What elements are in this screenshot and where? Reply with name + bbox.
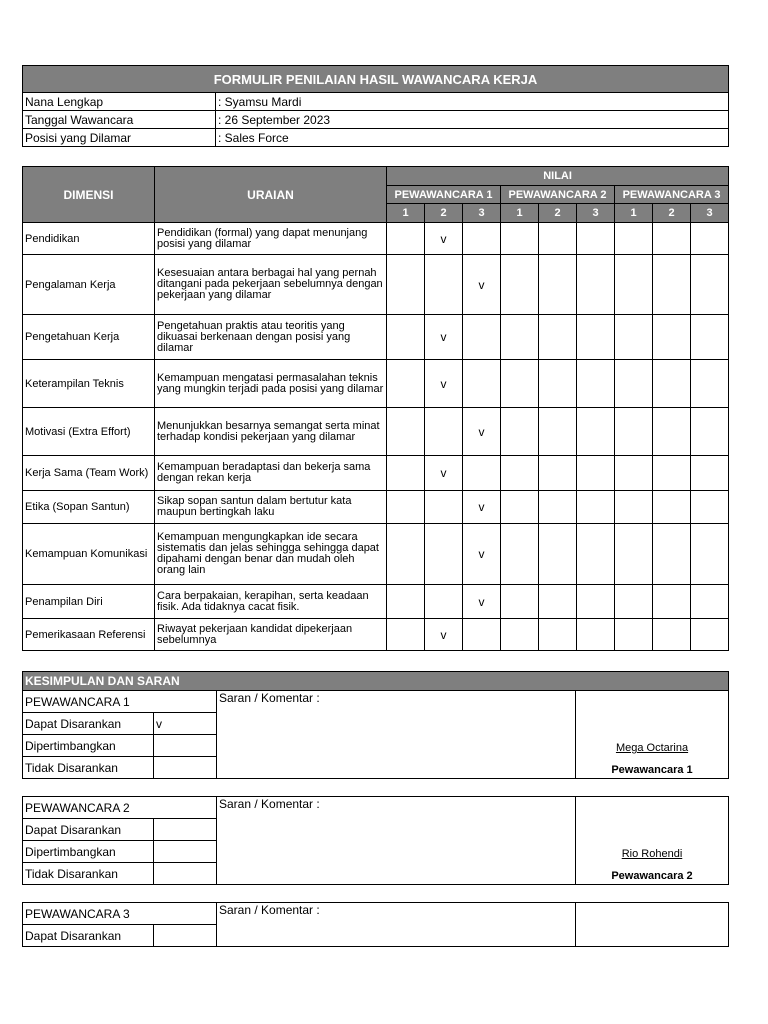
score-cell bbox=[615, 456, 653, 491]
score-cell bbox=[691, 315, 729, 360]
score-header: 1 bbox=[615, 204, 653, 223]
score-cell bbox=[615, 360, 653, 408]
score-cell bbox=[387, 408, 425, 456]
score-cell bbox=[501, 585, 539, 619]
score-cell: v bbox=[425, 360, 463, 408]
score-cell bbox=[387, 524, 425, 585]
interviewer-header: PEWAWANCARA 2 bbox=[23, 797, 217, 819]
score-header: 1 bbox=[501, 204, 539, 223]
interviewer-header: PEWAWANCARA 3 bbox=[23, 903, 217, 925]
uraian-cell: Sikap sopan santun dalam bertutur kata maupun bertingkah laku bbox=[155, 491, 387, 524]
score-cell bbox=[425, 408, 463, 456]
score-header: 2 bbox=[539, 204, 577, 223]
score-cell bbox=[425, 255, 463, 315]
info-value-name: : Syamsu Mardi bbox=[216, 93, 729, 111]
recommendation-check[interactable] bbox=[154, 757, 217, 779]
uraian-cell: Riwayat pekerjaan kandidat dipekerjaan sebelumnya bbox=[155, 619, 387, 651]
uraian-cell: Kemampuan beradaptasi dan bekerja sama dengan rekan kerja bbox=[155, 456, 387, 491]
assessment-rows bbox=[23, 223, 729, 651]
score-cell bbox=[539, 360, 577, 408]
score-cell bbox=[501, 408, 539, 456]
score-cell bbox=[615, 255, 653, 315]
score-cell bbox=[539, 524, 577, 585]
score-cell bbox=[539, 223, 577, 255]
table-row bbox=[23, 360, 729, 408]
info-value-date: : 26 September 2023 bbox=[216, 111, 729, 129]
score-cell bbox=[387, 491, 425, 524]
recommendation-option: Dapat Disarankan bbox=[23, 819, 154, 841]
uraian-cell: Kemampuan mengatasi permasalahan teknis yang mungkin terjadi pada posisi yang dilamar bbox=[155, 360, 387, 408]
interviewer-header: PEWAWANCARA 1 bbox=[23, 691, 217, 713]
score-cell bbox=[615, 315, 653, 360]
score-cell bbox=[577, 456, 615, 491]
recommendation-check[interactable] bbox=[154, 735, 217, 757]
score-cell bbox=[653, 223, 691, 255]
recommendation-option: Dipertimbangkan bbox=[23, 735, 154, 757]
score-header: 3 bbox=[463, 204, 501, 223]
score-cell bbox=[577, 585, 615, 619]
score-cell bbox=[691, 524, 729, 585]
uraian-cell: Kemampuan mengungkapkan ide secara sistematis dan jelas sehingga sehingga dapat dipahami dengan benar dan mudah oleh orang lain bbox=[155, 524, 387, 585]
score-cell: v bbox=[425, 315, 463, 360]
score-cell: v bbox=[425, 456, 463, 491]
score-cell bbox=[539, 408, 577, 456]
col-dimensi: DIMENSI bbox=[23, 167, 155, 223]
score-cell bbox=[501, 491, 539, 524]
recommendation-check[interactable]: v bbox=[154, 713, 217, 735]
score-cell bbox=[539, 619, 577, 651]
assessment-table bbox=[22, 166, 729, 651]
score-cell bbox=[691, 255, 729, 315]
signature-role: Pewawancara 1 bbox=[611, 764, 693, 776]
table-row bbox=[23, 456, 729, 491]
score-header: 3 bbox=[577, 204, 615, 223]
col-interviewer-1: PEWAWANCARA 1 bbox=[387, 186, 501, 204]
score-cell: v bbox=[463, 524, 501, 585]
score-cell bbox=[653, 524, 691, 585]
score-header: 2 bbox=[425, 204, 463, 223]
dimensi-cell: Etika (Sopan Santun) bbox=[23, 491, 155, 524]
dimensi-cell: Penampilan Diri bbox=[23, 585, 155, 619]
table-row bbox=[23, 315, 729, 360]
recommendation-check[interactable] bbox=[154, 841, 217, 863]
score-cell bbox=[463, 619, 501, 651]
recommendation-check[interactable] bbox=[154, 863, 217, 885]
signature-cell bbox=[576, 691, 729, 779]
score-cell: v bbox=[425, 223, 463, 255]
score-cell bbox=[425, 491, 463, 524]
score-cell bbox=[653, 360, 691, 408]
recommendation-option: Dapat Disarankan bbox=[23, 713, 154, 735]
score-cell bbox=[615, 223, 653, 255]
score-cell bbox=[463, 456, 501, 491]
score-cell bbox=[577, 619, 615, 651]
table-row bbox=[23, 524, 729, 585]
dimensi-cell: Kemampuan Komunikasi bbox=[23, 524, 155, 585]
table-row bbox=[23, 255, 729, 315]
interviewer-block bbox=[22, 902, 729, 947]
score-cell: v bbox=[463, 408, 501, 456]
score-cell bbox=[501, 255, 539, 315]
info-label-date: Tanggal Wawancara bbox=[23, 111, 216, 129]
score-cell bbox=[615, 619, 653, 651]
score-cell bbox=[653, 491, 691, 524]
recommendation-option: Tidak Disarankan bbox=[23, 757, 154, 779]
score-cell bbox=[615, 408, 653, 456]
score-cell bbox=[539, 491, 577, 524]
score-cell bbox=[691, 619, 729, 651]
dimensi-cell: Pemerikasaan Referensi bbox=[23, 619, 155, 651]
col-uraian: URAIAN bbox=[155, 167, 387, 223]
score-cell bbox=[387, 255, 425, 315]
dimensi-cell: Kerja Sama (Team Work) bbox=[23, 456, 155, 491]
info-label-name: Nana Lengkap bbox=[23, 93, 216, 111]
score-cell bbox=[691, 408, 729, 456]
signature-role: Pewawancara 2 bbox=[611, 870, 693, 882]
col-nilai: NILAI bbox=[387, 167, 729, 186]
dimensi-cell: Keterampilan Teknis bbox=[23, 360, 155, 408]
score-cell bbox=[425, 585, 463, 619]
score-cell bbox=[615, 524, 653, 585]
score-cell bbox=[577, 223, 615, 255]
table-row bbox=[23, 491, 729, 524]
score-cell bbox=[463, 315, 501, 360]
recommendation-check[interactable] bbox=[154, 819, 217, 841]
score-cell bbox=[463, 223, 501, 255]
interviewer-block bbox=[22, 671, 729, 779]
score-cell bbox=[691, 223, 729, 255]
saran-komentar-field[interactable]: Saran / Komentar : bbox=[217, 691, 576, 779]
score-cell bbox=[501, 619, 539, 651]
score-cell bbox=[539, 456, 577, 491]
score-cell bbox=[425, 524, 463, 585]
uraian-cell: Pendidikan (formal) yang dapat menunjang posisi yang dilamar bbox=[155, 223, 387, 255]
score-header: 1 bbox=[387, 204, 425, 223]
table-row bbox=[23, 408, 729, 456]
score-cell bbox=[387, 223, 425, 255]
score-cell bbox=[577, 255, 615, 315]
score-cell bbox=[539, 315, 577, 360]
dimensi-cell: Motivasi (Extra Effort) bbox=[23, 408, 155, 456]
score-cell bbox=[539, 255, 577, 315]
col-interviewer-3: PEWAWANCARA 3 bbox=[615, 186, 729, 204]
score-header: 2 bbox=[653, 204, 691, 223]
score-cell bbox=[539, 585, 577, 619]
recommendation-option: Dipertimbangkan bbox=[23, 841, 154, 863]
recommendation-option: Dapat Disarankan bbox=[23, 925, 154, 947]
score-cell bbox=[387, 619, 425, 651]
score-cell bbox=[387, 456, 425, 491]
score-cell bbox=[577, 524, 615, 585]
signature-name: Rio Rohendi bbox=[621, 848, 683, 860]
score-cell bbox=[653, 255, 691, 315]
uraian-cell: Pengetahuan praktis atau teoritis yang dikuasai berkenaan dengan posisi yang dilamar bbox=[155, 315, 387, 360]
form-title: FORMULIR PENILAIAN HASIL WAWANCARA KERJA bbox=[23, 66, 729, 93]
score-cell bbox=[691, 456, 729, 491]
score-cell bbox=[501, 360, 539, 408]
signature-cell bbox=[576, 903, 729, 947]
score-cell bbox=[501, 315, 539, 360]
score-cell bbox=[653, 619, 691, 651]
score-cell bbox=[691, 491, 729, 524]
saran-komentar-field[interactable]: Saran / Komentar : bbox=[217, 797, 576, 885]
score-cell: v bbox=[425, 619, 463, 651]
score-cell bbox=[615, 585, 653, 619]
info-label-position: Posisi yang Dilamar bbox=[23, 129, 216, 147]
signature-name: Mega Octarina bbox=[615, 742, 689, 754]
score-cell bbox=[387, 315, 425, 360]
score-cell bbox=[577, 408, 615, 456]
saran-komentar-field[interactable]: Saran / Komentar : bbox=[217, 903, 576, 947]
uraian-cell: Cara berpakaian, kerapihan, serta keadaan fisik. Ada tidaknya cacat fisik. bbox=[155, 585, 387, 619]
dimensi-cell: Pendidikan bbox=[23, 223, 155, 255]
recommendation-check[interactable] bbox=[154, 925, 217, 947]
score-cell bbox=[653, 585, 691, 619]
uraian-cell: Kesesuaian antara berbagai hal yang pernah ditangani pada pekerjaan sebelumnya dengan pekerjaan yang dilamar bbox=[155, 255, 387, 315]
score-cell bbox=[653, 408, 691, 456]
info-value-position: : Sales Force bbox=[216, 129, 729, 147]
uraian-cell: Menunjukkan besarnya semangat serta minat terhadap kondisi pekerjaan yang dilamar bbox=[155, 408, 387, 456]
score-cell bbox=[501, 456, 539, 491]
score-cell bbox=[577, 315, 615, 360]
score-header: 3 bbox=[691, 204, 729, 223]
dimensi-cell: Pengetahuan Kerja bbox=[23, 315, 155, 360]
dimensi-cell: Pengalaman Kerja bbox=[23, 255, 155, 315]
conclusion-title: KESIMPULAN DAN SARAN bbox=[23, 672, 729, 691]
score-cell bbox=[691, 360, 729, 408]
score-cell: v bbox=[463, 491, 501, 524]
table-row bbox=[23, 585, 729, 619]
score-cell bbox=[387, 585, 425, 619]
score-cell bbox=[577, 360, 615, 408]
table-row bbox=[23, 223, 729, 255]
col-interviewer-2: PEWAWANCARA 2 bbox=[501, 186, 615, 204]
score-cell bbox=[615, 491, 653, 524]
score-cell bbox=[653, 456, 691, 491]
score-cell: v bbox=[463, 255, 501, 315]
form-header-table bbox=[22, 65, 729, 147]
score-cell bbox=[463, 360, 501, 408]
score-cell bbox=[501, 524, 539, 585]
score-cell bbox=[653, 315, 691, 360]
score-cell bbox=[691, 585, 729, 619]
interviewer-block bbox=[22, 796, 729, 885]
score-cell: v bbox=[463, 585, 501, 619]
table-row bbox=[23, 619, 729, 651]
score-cell bbox=[501, 223, 539, 255]
recommendation-option: Tidak Disarankan bbox=[23, 863, 154, 885]
score-cell bbox=[387, 360, 425, 408]
signature-cell bbox=[576, 797, 729, 885]
score-cell bbox=[577, 491, 615, 524]
